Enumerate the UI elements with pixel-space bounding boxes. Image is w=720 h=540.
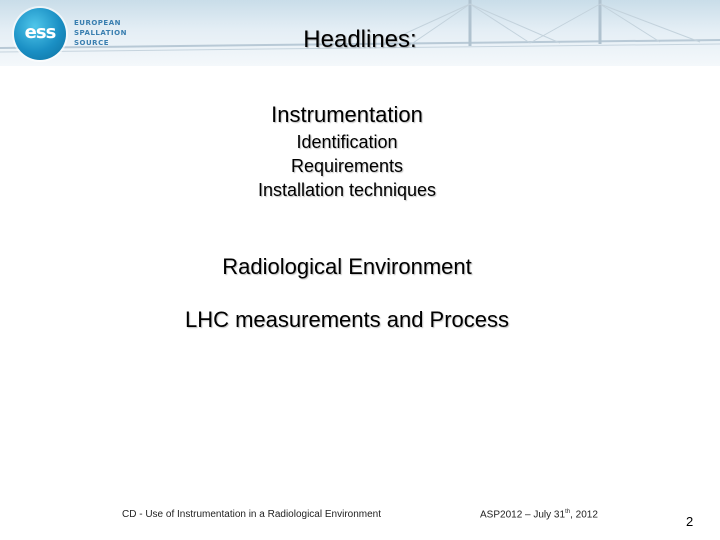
logo-mark-text: ess (24, 22, 56, 43)
footer-event-sup: th (565, 509, 571, 515)
page-number: 2 (686, 514, 694, 529)
section-heading-radiological-environment: Radiological Environment (222, 254, 472, 279)
logo-line-3: SOURCE (74, 39, 109, 47)
bullet-installation-techniques: Installation techniques (257, 180, 437, 200)
section-heading-lhc-measurements: LHC measurements and Process (184, 307, 510, 332)
footer-event-date (480, 509, 598, 520)
footer-event-suffix: , 2012 (570, 509, 598, 521)
logo-line-2: SPALLATION (74, 29, 127, 37)
logo-line-1: EUROPEAN (74, 19, 121, 27)
bullet-requirements: Requirements (290, 156, 404, 176)
bullet-identification: Identification (296, 132, 398, 152)
footer-presentation-title: CD - Use of Instrumentation in a Radiological Environment (122, 509, 382, 520)
slide-title: Headlines: (303, 26, 417, 53)
section-heading-instrumentation: Instrumentation (271, 102, 423, 127)
footer-event-prefix: ASP2012 – July 31 (480, 509, 566, 521)
